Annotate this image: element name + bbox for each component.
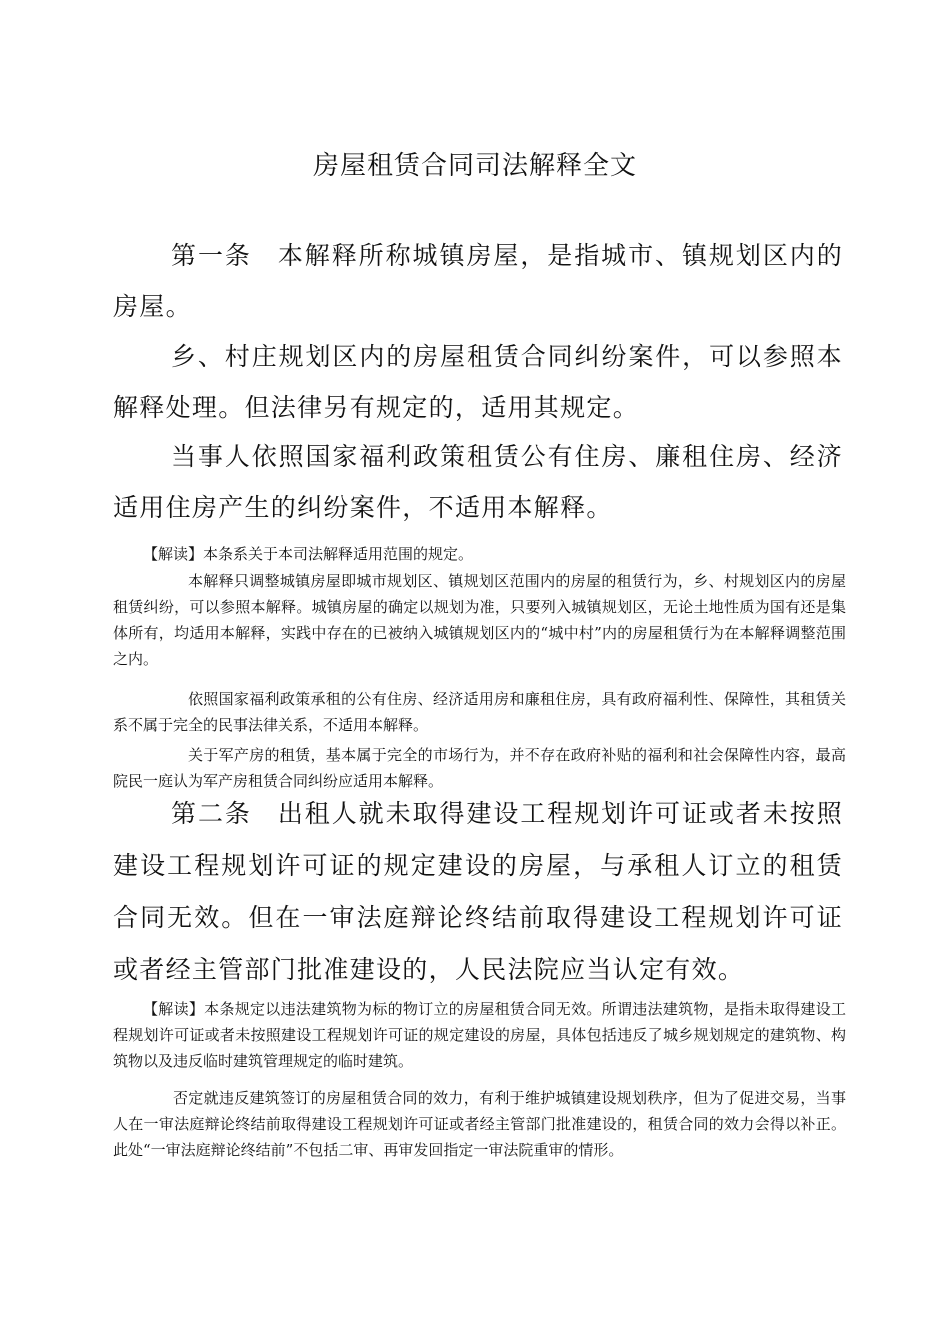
- article-1-text: 本解释所称城镇房屋，是指城市、镇规划区内的房屋。: [113, 241, 843, 321]
- article-2-label: 第二条: [171, 799, 252, 828]
- article-2-paragraph: [113, 788, 843, 996]
- article-1-commentary-paragraph: 依照国家福利政策承租的公有住房、经济适用房和廉租住房，具有政府福利性、保障性，其租赁关系不属于完全的民事法律关系，不适用本解释。: [113, 690, 846, 734]
- article-2-commentary-paragraph: 【解读】本条规定以违法建筑物为标的物订立的房屋租赁合同无效。所谓违法建筑物，是指未取得建设工程规划许可证或者未按照建设工程规划许可证的规定建设的房屋，具体包括违反了城乡规划规定的建筑物、构筑物以及违反临时建筑管理规定的临时建筑。: [113, 1000, 846, 1070]
- article-2-commentary-paragraph: 否定就违反建筑签订的房屋租赁合同的效力，有利于维护城镇建设规划秩序，但为了促进交易，当事人在一审法庭辩论终结前取得建设工程规划许可证或者经主管部门批准建设的，租赁合同的效力会得以补正。此处“一审法庭辩论终结前”不包括二审、再审发回指定一审法院重审的情形。: [113, 1089, 846, 1159]
- article-1-paragraph-3: 当事人依照国家福利政策租赁公有住房、廉租住房、经济适用住房产生的纠纷案件，不适用本解释。: [113, 442, 843, 522]
- article-2-text: 出租人就未取得建设工程规划许可证或者未按照建设工程规划许可证的规定建设的房屋，与承租人订立的租赁合同无效。但在一审法庭辩论终结前取得建设工程规划许可证或者经主管部门批准建设的，人民法院应当认定有效。: [113, 799, 843, 984]
- article-1-commentary-heading: 【解读】本条系关于本司法解释适用范围的规定。: [143, 545, 474, 563]
- article-1-paragraph-1: [113, 230, 843, 332]
- article-1-paragraph-2: 乡、村庄规划区内的房屋租赁合同纠纷案件，可以参照本解释处理。但法律另有规定的，适用其规定。: [113, 342, 843, 422]
- article-1-commentary-paragraph: 本解释只调整城镇房屋即城市规划区、镇规划区范围内的房屋的租赁行为，乡、村规划区内的房屋租赁纠纷，可以参照本解释。城镇房屋的确定以规划为准，只要列入城镇规划区，无论土地性质为国有还是集体所有，均适用本解释，实践中存在的已被纳入城镇规划区内的“城中村”内的房屋租赁行为在本解释调整范围之内。: [113, 572, 846, 668]
- document-title: 房屋租赁合同司法解释全文: [312, 151, 637, 181]
- article-1-commentary-paragraph: 关于军产房的租赁，基本属于完全的市场行为，并不存在政府补贴的福利和社会保障性内容，最高院民一庭认为军产房租赁合同纠纷应适用本解释。: [113, 746, 846, 790]
- article-1-label: 第一条: [171, 241, 252, 270]
